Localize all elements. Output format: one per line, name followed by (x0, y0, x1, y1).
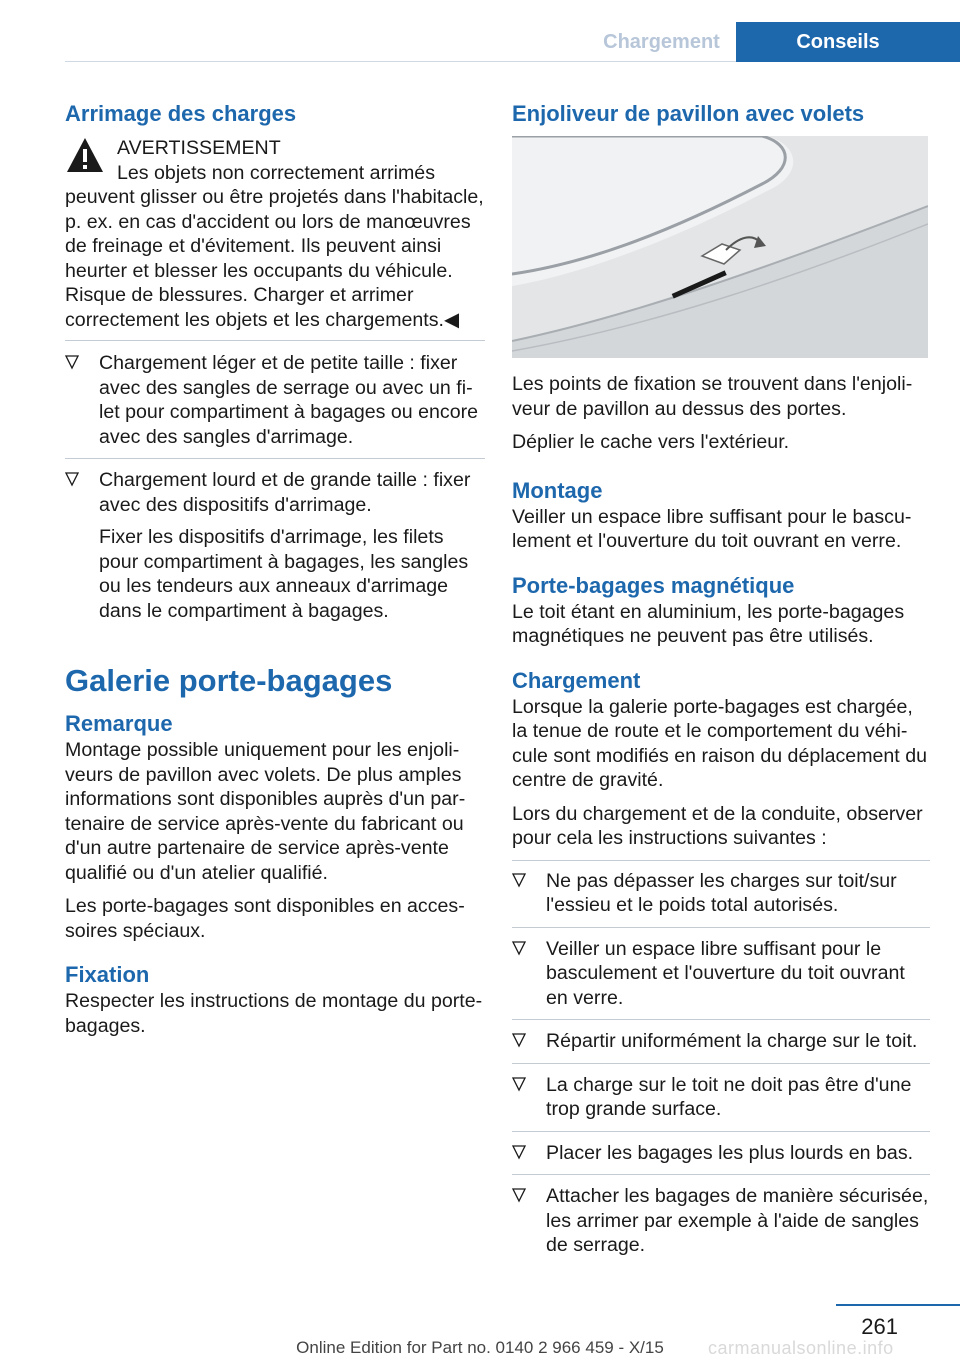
triangle-bullet-icon (512, 1144, 526, 1162)
enjoliveur-paragraph-2: Déplier le cache vers l'extérieur. (512, 431, 790, 453)
list-item-text: Attacher les bagages de manière sécurisée, les arrimer par exemple à l'aide de sangles de serrage. (546, 1185, 929, 1256)
list-item-subtext: Fixer les dispositifs d'arrimage, les filets pour compartiment à bagages, les sangles ou les tendeurs aux anneaux d'arrimage dans le compartiment à bagages. (99, 526, 469, 622)
header-divider (65, 61, 736, 62)
list-item (512, 1184, 930, 1267)
triangle-bullet-icon (65, 354, 79, 372)
list-item-text: Veiller un espace libre suffisant pour le basculement et l'ouverture du toit ouvrant en verre. (546, 937, 905, 1009)
remarque-paragraph-2: Les porte-bagages sont disponibles en accessoires spéciaux. (65, 895, 465, 942)
header-tab-conseils[interactable]: Conseils (736, 22, 960, 62)
edition-note: Online Edition for Part no. 0140 2 966 459 - X/15 (296, 1338, 664, 1357)
divider (512, 860, 930, 869)
montage-paragraph: Veiller un espace libre suffisant pour le basculement et l'ouverture du toit ouvrant en verre. (512, 505, 912, 552)
list-item-text: Chargement lourd et de grande taille : fixer avec des dispositifs d'arrimage. (99, 469, 471, 516)
section-title-galerie: Galerie porte-bagages (65, 663, 393, 698)
list-item-text: La charge sur le toit ne doit pas être d'une trop grande surface. (546, 1073, 912, 1120)
subtitle-magnetique: Porte-bagages magnétique (512, 572, 795, 598)
triangle-bullet-icon (512, 1187, 526, 1205)
roof-drawing (512, 136, 928, 358)
chargement-paragraph-2: Lors du chargement et de la conduite, observer pour cela les instructions suivantes : (512, 802, 923, 849)
watermark: carmanualsonline.info (708, 1338, 894, 1358)
list-item-text: Chargement léger et de petite taille : fixer avec des sangles de serrage ou avec un filet pour compartiment à bagages ou encore avec des sangles d'arrimage. (99, 352, 479, 448)
warning-icon (65, 136, 105, 174)
list-item (512, 1073, 930, 1132)
fixation-paragraph: Respecter les instructions de montage du porte-bagages. (65, 990, 483, 1037)
chargement-paragraph-1: Lorsque la galerie porte-bagages est chargée, la tenue de route et le comportement du véhicule sont modifiés en raison du déplacement du centre de gravité. (512, 695, 927, 791)
left-column (65, 100, 485, 1047)
footer-divider (836, 1304, 960, 1306)
triangle-bullet-icon (512, 1076, 526, 1094)
triangle-bullet-icon (512, 1032, 526, 1050)
list-item-text: Répartir uniformément la charge sur le toit. (546, 1030, 918, 1052)
list-item (512, 937, 930, 1021)
list-item (512, 869, 930, 928)
warning-block (65, 136, 485, 332)
subtitle-fixation: Fixation (65, 962, 150, 987)
triangle-bullet-icon (512, 940, 526, 958)
enjoliveur-paragraph-1: Les points de fixation se trouvent dans l'enjoliveur de pavillon au dessus des portes. (512, 373, 913, 420)
section-title-arrimage: Arrimage des charges (65, 101, 297, 126)
roof-illustration (512, 136, 928, 358)
list-item (512, 1141, 930, 1176)
subtitle-remarque: Remarque (65, 711, 173, 736)
magnetique-paragraph: Le toit étant en aluminium, les porte-bagages magnétiques ne peuvent pas être utilisés. (512, 600, 905, 647)
list-item-text: Placer les bagages les plus lourds en bas. (546, 1141, 914, 1164)
divider (65, 340, 485, 351)
warning-text: Les objets non correctement arrimés peuvent glisser ou être projetés dans l'habitacle, p. ex. en cas d'accident ou lors de manœuvres de freinage et d'évitement. Ils peuvent ainsi heurter et blesser les occupants du véhicule. Risque de blessures. Charger et arrimer correctement les objets et les chargements.◀ (65, 161, 484, 331)
subtitle-chargement: Chargement (512, 667, 641, 693)
chargement-list (512, 869, 930, 1267)
triangle-bullet-icon (512, 872, 526, 890)
page-header (0, 0, 960, 62)
header-tab-chargement[interactable]: Chargement (603, 30, 720, 53)
list-item (65, 468, 485, 632)
list-item (512, 1029, 930, 1064)
page-number: 261 (861, 1314, 898, 1339)
right-column (512, 100, 930, 1276)
triangle-bullet-icon (65, 471, 79, 489)
warning-title: AVERTISSEMENT (117, 137, 281, 159)
section-title-enjoliveur: Enjoliveur de pavillon avec volets (512, 101, 865, 126)
remarque-paragraph-1: Montage possible uniquement pour les enjoliveurs de pavillon avec volets. De plus amples informations sont disponibles auprès d'un partenaire de service après-vente du fabricant ou d'un autre partenaire de service après-vente qualifié ou d'un atelier qualifié. (65, 739, 466, 884)
list-item-text: Ne pas dépasser les charges sur toit/sur l'essieu et le poids total autorisés. (546, 869, 897, 916)
subtitle-montage: Montage (512, 477, 603, 503)
list-item (65, 351, 485, 459)
arrimage-list (65, 351, 485, 632)
